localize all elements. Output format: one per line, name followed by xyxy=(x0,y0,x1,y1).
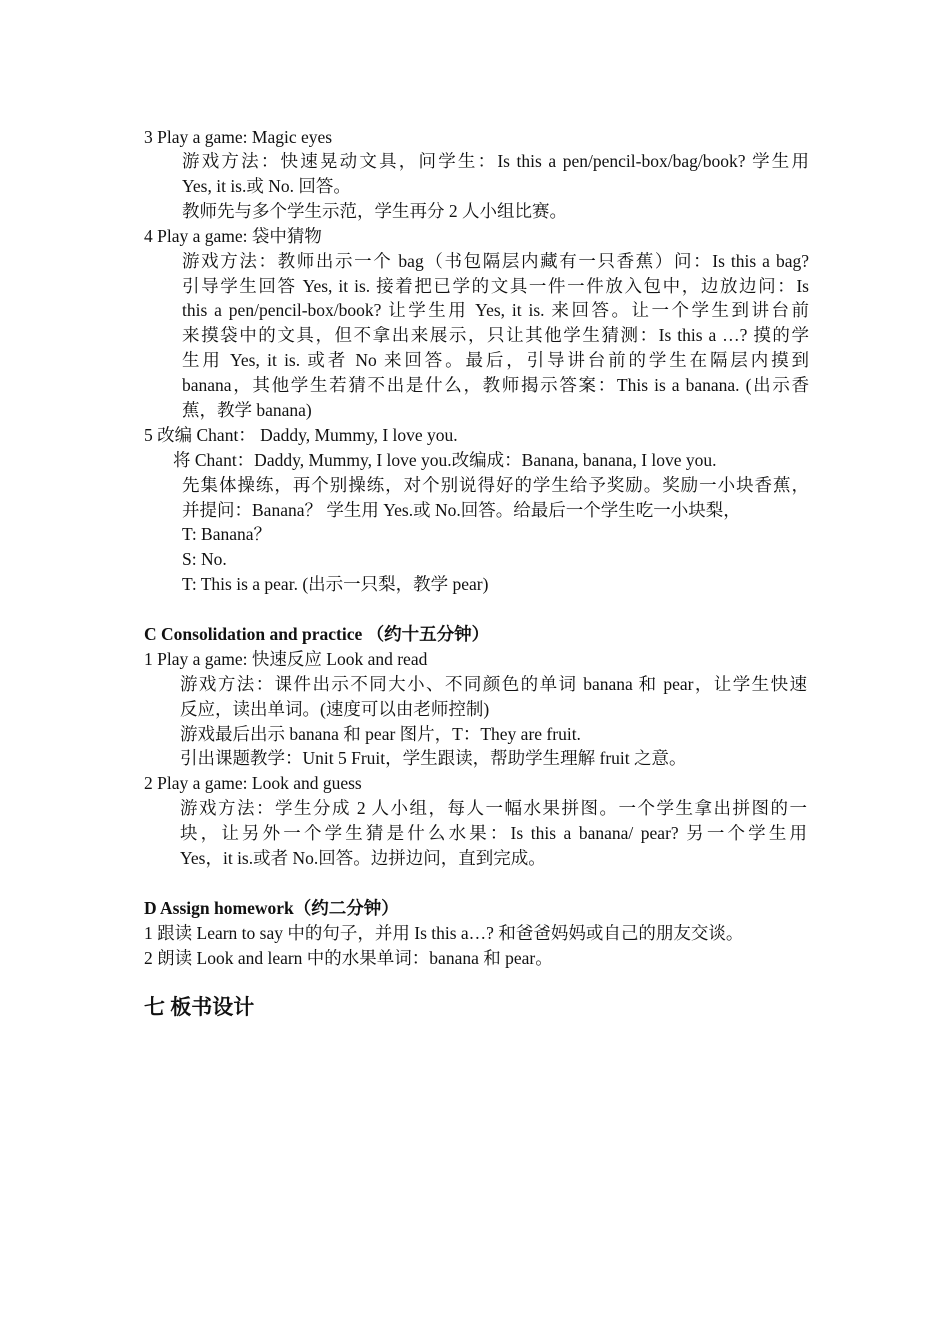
item-4-title: 4 Play a game: 袋中猜物 xyxy=(144,226,322,246)
item-4-line-7: 蕉，教学 banana) xyxy=(182,400,312,420)
item-4-line-2: 引导学生回答 Yes, it is. 接着把已学的文具一件一件放入包中，边放边问：Is xyxy=(182,276,809,296)
item-4-line-6: banana，其他学生若猜不出是什么，教师揭示答案：This is a banana. (出示香 xyxy=(182,375,809,395)
item-5-line-2: 先集体操练，再个别操练，对个别说得好的学生给予奖励。奖励一小块香蕉， xyxy=(182,475,809,495)
section-d-heading: D Assign homework（约二分钟） xyxy=(144,898,399,918)
item-3-line-2: Yes, it is.或 No. 回答。 xyxy=(182,176,351,196)
c-item-2-title: 2 Play a game: Look and guess xyxy=(144,773,362,793)
item-5-line-5: S: No. xyxy=(182,549,227,569)
item-4-line-1: 游戏方法：教师出示一个 bag（书包隔层内藏有一只香蕉）问：Is this a bag? xyxy=(182,251,809,271)
c-item-1-line-2: 反应，读出单词。(速度可以由老师控制) xyxy=(180,699,490,719)
c-item-2-line-3: Yes，it is.或者 No.回答。边拼边问，直到完成。 xyxy=(180,848,546,868)
c-item-2-line-2: 块，让另外一个学生猜是什么水果：Is this a banana/ pear? 另一个学生用 xyxy=(180,823,807,843)
item-5-line-3: 并提问：Banana？ 学生用 Yes.或 No.回答。给最后一个学生吃一小块梨， xyxy=(182,500,741,520)
item-3-line-1: 游戏方法：快速晃动文具，问学生：Is this a pen/pencil-box/bag/book? 学生用 xyxy=(182,151,809,171)
d-item-1: 1 跟读 Learn to say 中的句子，并用 Is this a…? 和爸爸妈妈或自己的朋友交谈。 xyxy=(144,923,744,943)
c-item-1-line-3: 游戏最后出示 banana 和 pear 图片，T：They are fruit. xyxy=(180,724,581,744)
item-5-title: 5 改编 Chant： Daddy, Mummy, I love you. xyxy=(144,425,458,445)
item-4-line-3: this a pen/pencil-box/book? 让学生用 Yes, it is. 来回答。让一个学生到讲台前 xyxy=(182,300,809,320)
c-item-1-line-1: 游戏方法：课件出示不同大小、不同颜色的单词 banana 和 pear，让学生快速 xyxy=(180,674,807,694)
item-5-line-6: T: This is a pear. (出示一只梨，教学 pear) xyxy=(182,574,489,594)
item-5-line-4: T: Banana？ xyxy=(182,524,272,544)
section-7-heading: 七 板书设计 xyxy=(144,995,255,1019)
item-3-title: 3 Play a game: Magic eyes xyxy=(144,127,333,147)
c-item-2-line-1: 游戏方法：学生分成 2 人小组，每人一幅水果拼图。一个学生拿出拼图的一 xyxy=(180,798,807,818)
item-4-line-4: 来摸袋中的文具，但不拿出来展示，只让其他学生猜测：Is this a …? 摸的学 xyxy=(182,325,809,345)
item-3-line-3: 教师先与多个学生示范，学生再分 2 人小组比赛。 xyxy=(182,201,567,221)
item-4-line-5: 生用 Yes, it is. 或者 No 来回答。最后，引导讲台前的学生在隔层内摸到 xyxy=(182,350,809,370)
c-item-1-line-4: 引出课题教学：Unit 5 Fruit，学生跟读，帮助学生理解 fruit 之意。 xyxy=(180,748,687,768)
c-item-1-title: 1 Play a game: 快速反应 Look and read xyxy=(144,649,428,669)
item-5-line-1: 将 Chant：Daddy, Mummy, I love you.改编成：Banana, banana, I love you. xyxy=(173,450,717,470)
section-c-heading: C Consolidation and practice （约十五分钟） xyxy=(144,624,490,644)
d-item-2: 2 朗读 Look and learn 中的水果单词：banana 和 pear。 xyxy=(144,948,553,968)
